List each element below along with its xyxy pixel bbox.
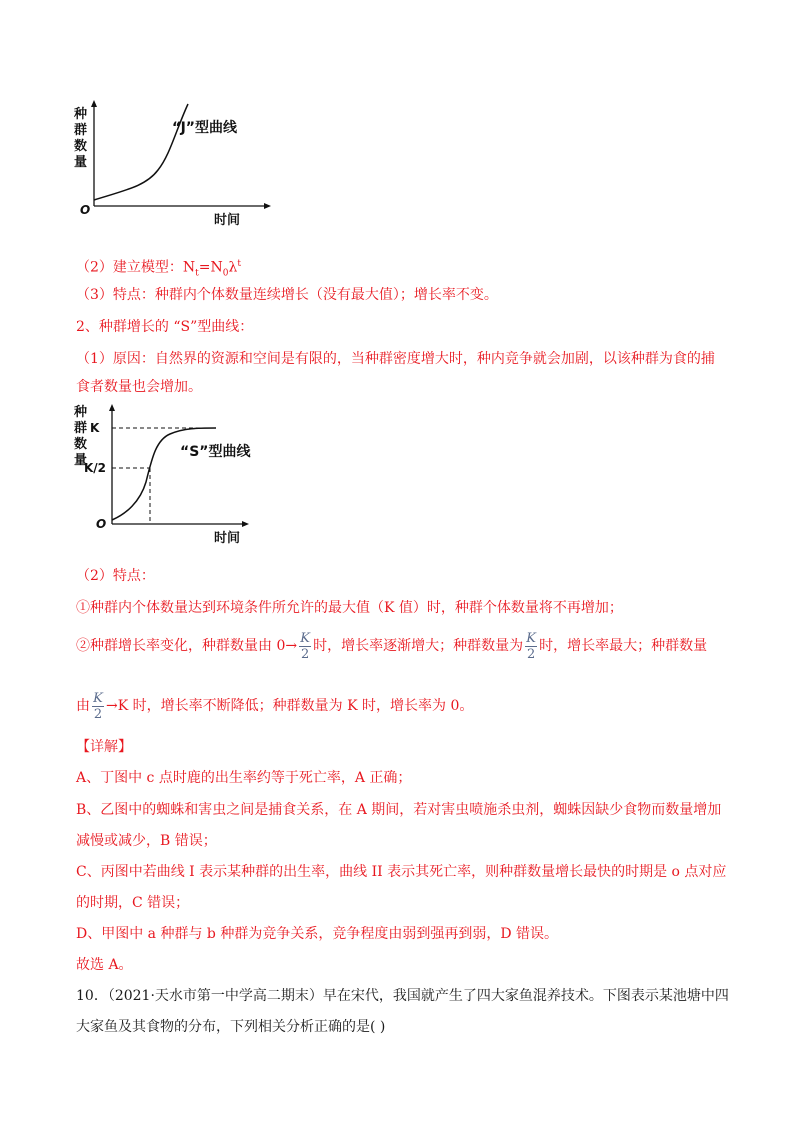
question-10-line-1: 10．（2021·天水市第一中学高二期末）早在宋代，我国就产生了四大家鱼混养技术。下图表示某池塘中四	[76, 988, 729, 1004]
s-tick-k: K	[90, 421, 100, 435]
j-x-axis-arrow	[264, 203, 271, 209]
question-10-line-2: 大家鱼及其食物的分布，下列相关分析正确的是( )	[76, 1019, 386, 1035]
fraction-k-over-2	[525, 631, 537, 662]
s-curve	[112, 428, 216, 520]
j-feature-line: （3）特点：种群内个体数量连续增长（没有最大值）；增长率不变。	[76, 287, 498, 303]
model-sub-t: t	[195, 268, 199, 279]
frac-num: K	[93, 690, 103, 706]
s-y-axis-label	[73, 404, 88, 468]
frac-num: K	[526, 630, 536, 646]
fraction-k-over-2	[299, 631, 311, 662]
s-heading-line: 2、种群增长的 “S”型曲线：	[76, 319, 254, 335]
model-mid: =N	[198, 259, 223, 276]
model-sub-0: 0	[222, 268, 229, 279]
option-b-analysis-1: B、乙图中的蜘蛛和害虫之间是捕食关系，在 A 期间，若对害虫喷施杀虫剂，蜘蛛因缺少食物而数量增加	[76, 802, 722, 818]
model-lambda: λ	[228, 259, 238, 276]
s-feature-title: （2）特点：	[76, 568, 155, 584]
s-curve-label: “S”型曲线	[180, 444, 251, 460]
s-feature-3	[76, 688, 473, 724]
option-b-analysis-2: 减慢或减少，B 错误；	[76, 833, 217, 849]
s-y-label-3: 数	[74, 437, 88, 452]
s-feature-1: ①种群内个体数量达到环境条件所允许的最大值（K 值）时，种群个体数量将不再增加；	[76, 600, 623, 616]
model-sup-t: t	[237, 259, 242, 269]
j-y-axis-label	[73, 106, 88, 170]
s-feature-3b: →K 时，增长率不断降低；种群数量为 K 时，增长率为 0。	[106, 698, 474, 714]
s-feature-2	[76, 628, 707, 664]
detail-title: 【详解】	[76, 739, 132, 755]
s-y-label-1: 种	[74, 405, 88, 420]
j-y-label-3: 数	[74, 139, 88, 154]
s-y-label-4: 量	[74, 453, 88, 468]
j-y-label-1: 种	[74, 107, 88, 122]
frac-num: K	[300, 630, 310, 646]
j-y-label-4: 量	[74, 155, 88, 170]
frac-den: 2	[526, 646, 536, 662]
model-line	[76, 254, 241, 283]
option-d-analysis: D、甲图中 a 种群与 b 种群为竞争关系，竞争程度由弱到强再到弱，D 错误。	[76, 926, 559, 942]
s-feature-3a: 由	[76, 698, 90, 714]
cause-line-2: 食者数量也会增加。	[76, 379, 202, 395]
option-a-analysis: A、丁图中 c 点时鹿的出生率约等于死亡率，A 正确；	[76, 770, 412, 786]
j-y-label-2: 群	[74, 123, 88, 138]
j-curve	[94, 104, 188, 200]
j-curve-label: “J”型曲线	[172, 120, 237, 136]
cause-line-1: （1）原因：自然界的资源和空间是有限的，当种群密度增大时，种内竞争就会加剧，以该种群为食的捕	[76, 351, 715, 367]
s-y-label-2: 群	[74, 421, 88, 436]
s-feature-2c: 时，增长率最大；种群数量	[539, 638, 708, 654]
frac-den: 2	[93, 706, 103, 722]
frac-den: 2	[300, 646, 310, 662]
s-x-axis-arrow	[242, 521, 249, 527]
answer-line: 故选 A。	[76, 957, 133, 973]
s-tick-k2: K/2	[84, 461, 107, 475]
s-x-axis-label: 时间	[214, 531, 241, 544]
s-y-axis-arrow	[109, 404, 115, 411]
model-text: （2）建立模型：N	[76, 259, 196, 276]
s-feature-2a: ②种群增长率变化，种群数量由 0→	[76, 638, 298, 654]
j-origin: O	[80, 203, 91, 217]
option-c-analysis-1: C、丙图中若曲线 I 表示某种群的出生率，曲线 II 表示其死亡率，则种群数量增长最快的时期是 o 点对应	[76, 864, 727, 880]
j-x-axis-label: 时间	[214, 213, 241, 228]
option-c-analysis-2: 的时期，C 错误；	[76, 895, 190, 911]
j-curve-chart	[66, 90, 296, 230]
s-origin: O	[96, 517, 107, 531]
s-curve-chart	[66, 402, 296, 544]
j-y-axis-arrow	[91, 100, 97, 107]
fraction-k-over-2	[92, 691, 104, 722]
s-feature-2b: 时，增长率逐渐增大；种群数量为	[313, 638, 524, 654]
